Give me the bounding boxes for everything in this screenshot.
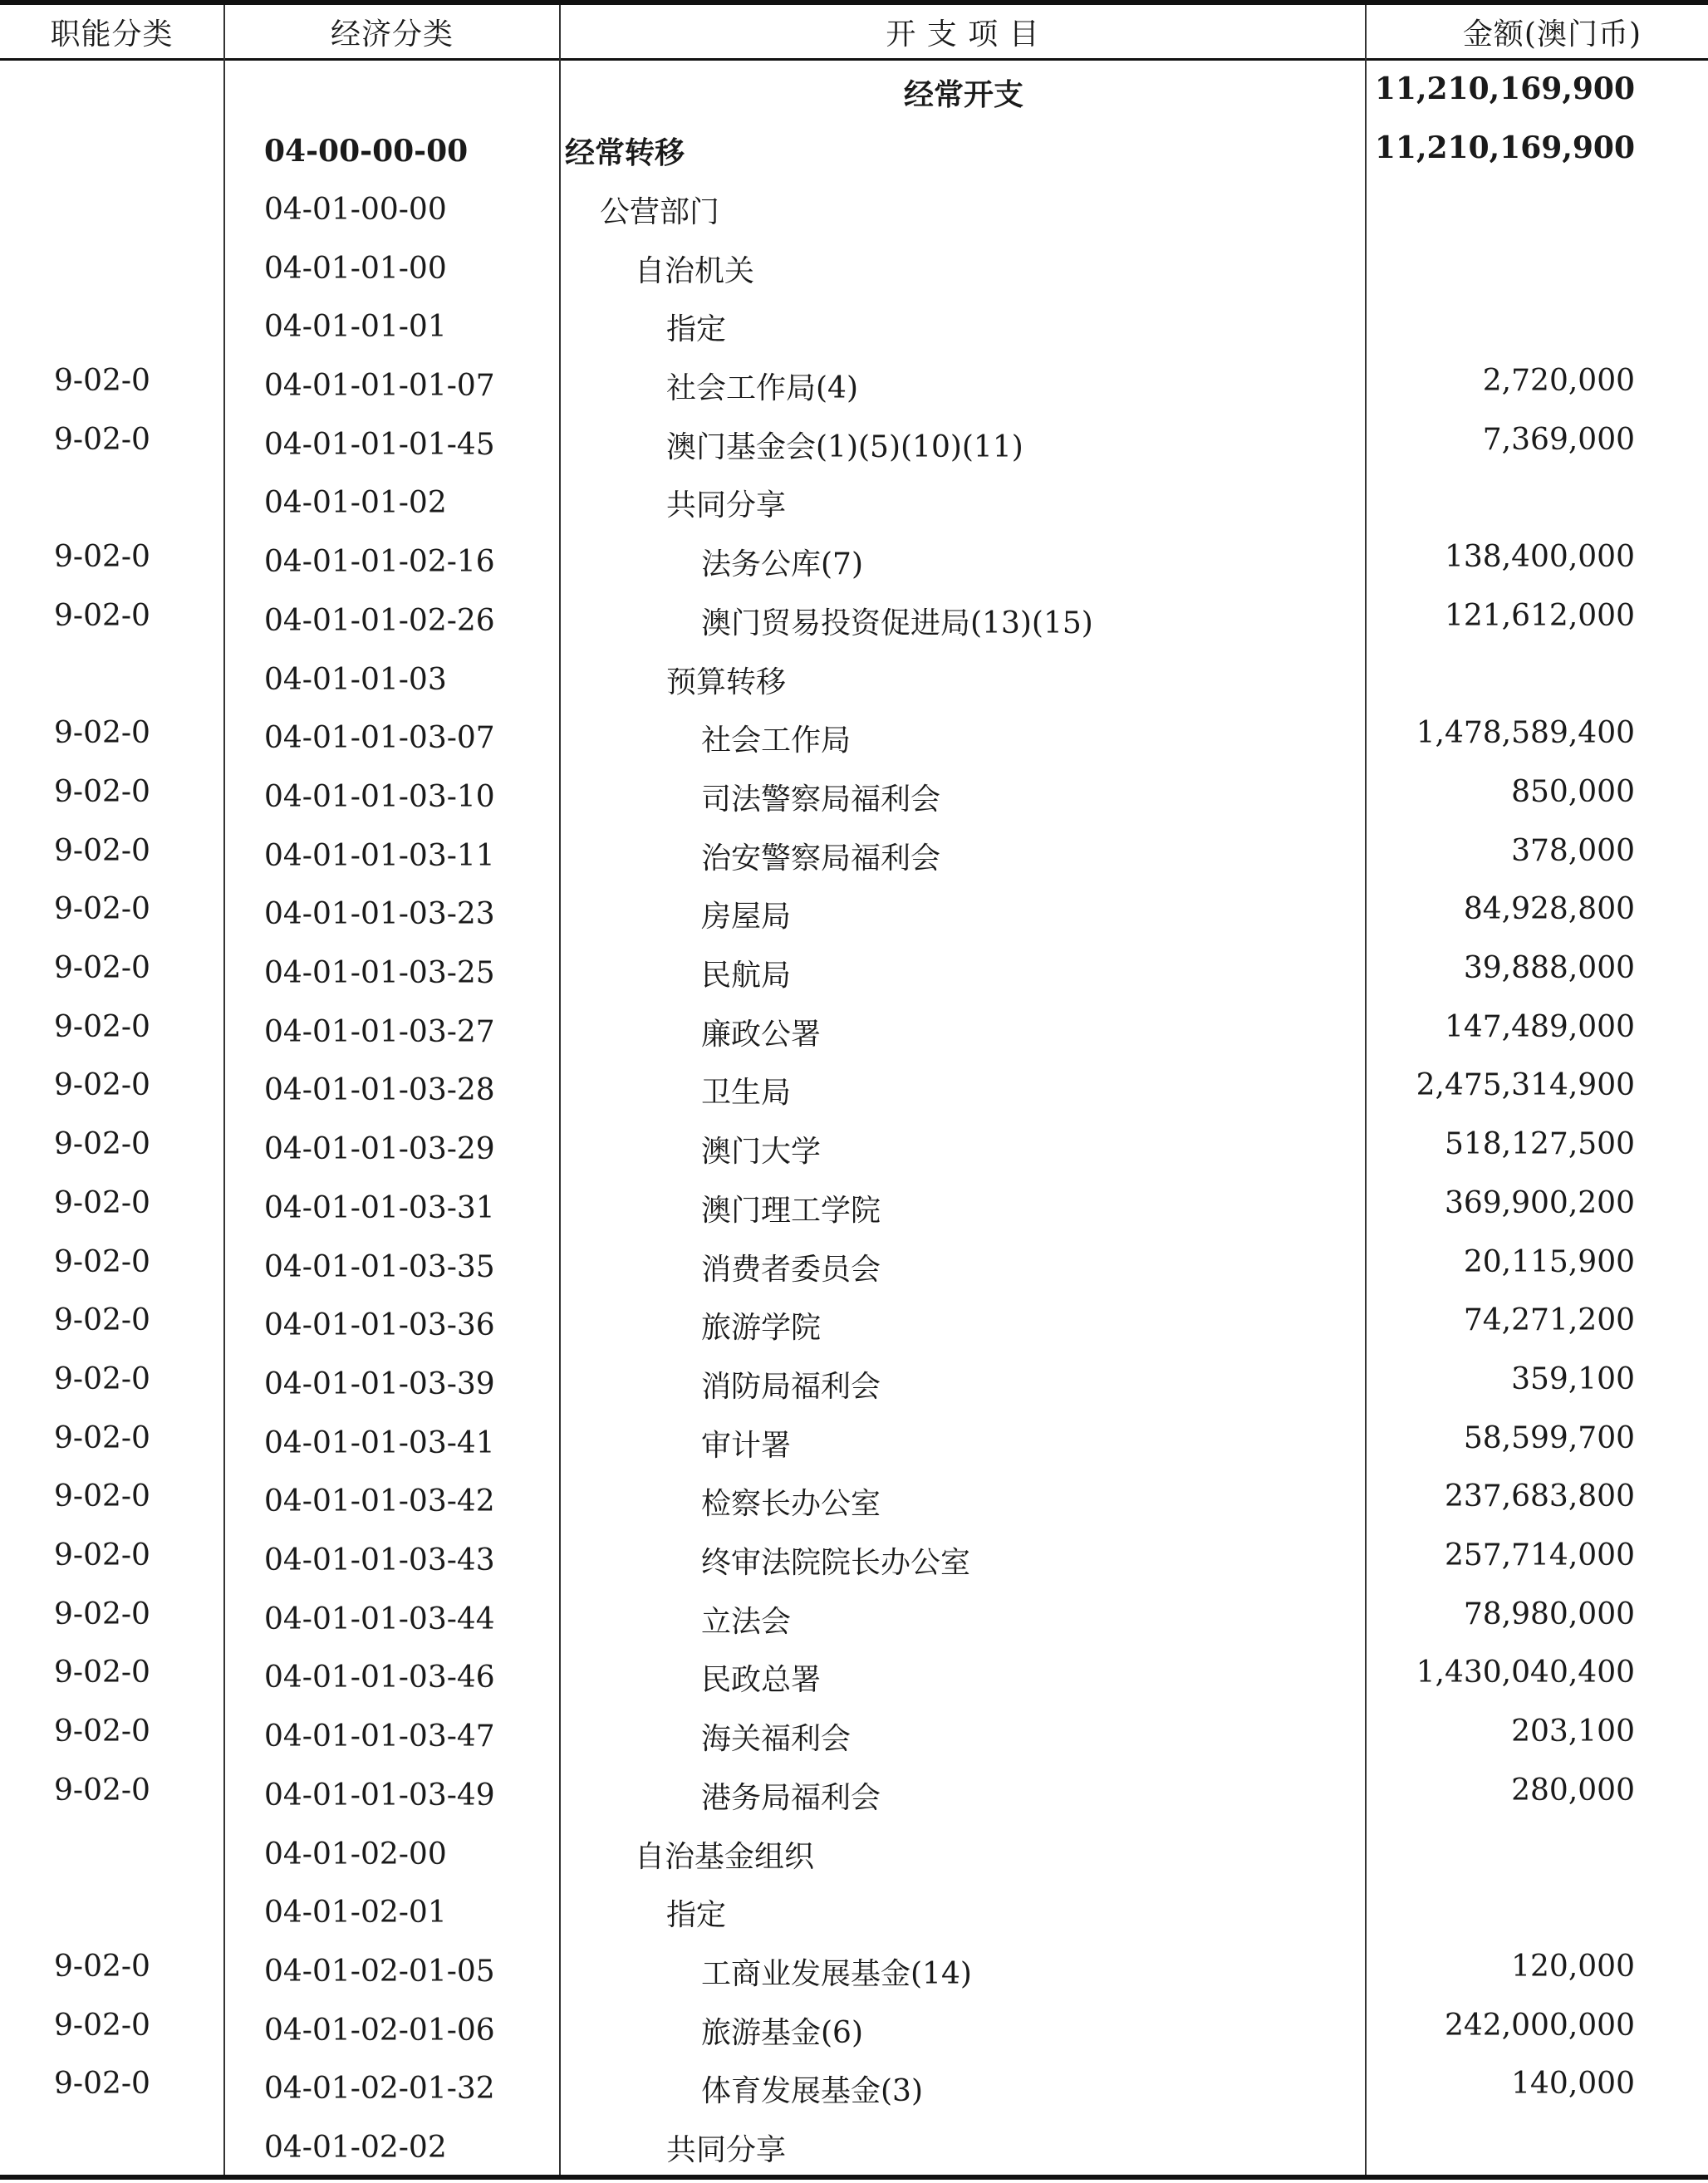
table-row [0, 122, 1708, 180]
economic-code: 04-01-01-03-46 [264, 1661, 495, 1695]
expense-item: 消防局福利会 [701, 1369, 881, 1404]
amount: 2,720,000 [1482, 364, 1635, 398]
expense-item: 法务公库(7) [701, 547, 863, 582]
economic-code: 04-01-01-03-47 [264, 1719, 495, 1754]
amount: 257,714,000 [1444, 1538, 1635, 1572]
functional-code: 9-02-0 [54, 1185, 150, 1220]
economic-code: 04-01-01-00 [264, 251, 447, 286]
functional-code [54, 2114, 220, 2172]
header-functional: 职能分类 [50, 17, 174, 52]
amount [1371, 175, 1635, 233]
economic-code: 04-01-01-02 [264, 486, 447, 521]
functional-code: 9-02-0 [54, 716, 150, 751]
expense-item: 自治机关 [635, 253, 755, 288]
functional-code: 9-02-0 [54, 1068, 150, 1103]
economic-code: 04-01-02-02 [264, 2131, 447, 2165]
table-row [0, 1121, 1708, 1179]
functional-code: 9-02-0 [54, 422, 150, 457]
functional-code [54, 1820, 220, 1878]
table-row [0, 1825, 1708, 1883]
economic-code: 04-01-01-03-43 [264, 1543, 495, 1577]
amount: 1,478,589,400 [1416, 716, 1635, 751]
expense-item: 公营部门 [600, 194, 720, 229]
table-row [0, 1003, 1708, 1061]
table-row [0, 1238, 1708, 1296]
functional-code: 9-02-0 [54, 1538, 150, 1572]
table-row [0, 298, 1708, 356]
expense-item: 澳门大学 [701, 1135, 822, 1170]
table-row [0, 533, 1708, 591]
functional-code: 9-02-0 [54, 1361, 150, 1396]
expense-item: 指定 [666, 312, 727, 347]
table-row [0, 768, 1708, 826]
amount [1371, 2114, 1635, 2172]
table-row [0, 650, 1708, 709]
functional-code: 9-02-0 [54, 1597, 150, 1631]
economic-code: 04-01-01-03-27 [264, 1014, 495, 1049]
economic-code: 04-01-01-03-29 [264, 1132, 495, 1167]
functional-code [54, 645, 220, 704]
expense-item: 终审法院院长办公室 [701, 1546, 971, 1580]
amount [1371, 1820, 1635, 1878]
table-row [0, 709, 1708, 768]
economic-code [264, 63, 547, 121]
economic-code: 04-01-01-01-45 [264, 427, 495, 462]
economic-code: 04-01-01-03-36 [264, 1308, 495, 1343]
table-row [0, 1297, 1708, 1355]
functional-code [54, 1879, 220, 1937]
economic-code: 04-01-00-00 [264, 192, 447, 227]
economic-code: 04-01-01-03 [264, 662, 447, 697]
functional-code: 9-02-0 [54, 540, 150, 575]
amount: 11,210,169,900 [1374, 130, 1635, 165]
expense-item: 旅游基金(6) [701, 2015, 863, 2050]
expense-item: 自治基金组织 [635, 1839, 815, 1874]
table-row [0, 1590, 1708, 1648]
header-economic: 经济分类 [330, 17, 454, 52]
expense-item: 经常转移 [565, 135, 685, 171]
table-row [0, 1532, 1708, 1590]
amount: 2,475,314,900 [1416, 1068, 1635, 1103]
table-row [0, 1355, 1708, 1413]
amount: 1,430,040,400 [1416, 1656, 1635, 1690]
amount: 74,271,200 [1463, 1303, 1635, 1338]
economic-code: 04-01-02-01-05 [264, 1954, 495, 1989]
amount: 203,100 [1511, 1715, 1635, 1749]
table-row [0, 2119, 1708, 2177]
expense-item: 澳门理工学院 [701, 1193, 881, 1228]
expense-item: 海关福利会 [701, 1722, 852, 1757]
economic-code: 04-01-01-03-11 [264, 838, 495, 873]
expense-item: 检察长办公室 [701, 1487, 881, 1522]
expense-item: 共同分享 [666, 2133, 787, 2167]
amount: 120,000 [1511, 1949, 1635, 1984]
table-row [0, 63, 1708, 121]
functional-code: 9-02-0 [54, 774, 150, 809]
header-item: 开 支 项 目 [886, 17, 1040, 52]
expense-item: 澳门贸易投资促进局(13)(15) [701, 606, 1093, 640]
table-row [0, 1179, 1708, 1237]
economic-code: 04-01-01-03-31 [264, 1190, 495, 1225]
economic-code: 04-01-01-02-26 [264, 603, 495, 638]
economic-code: 04-01-02-00 [264, 1837, 447, 1871]
amount: 359,100 [1511, 1361, 1635, 1396]
amount: 20,115,900 [1463, 1244, 1635, 1279]
functional-code: 9-02-0 [54, 1656, 150, 1690]
table-row [0, 1942, 1708, 2000]
expense-item: 共同分享 [666, 488, 787, 523]
table-row [0, 1649, 1708, 1707]
expense-item: 指定 [666, 1898, 727, 1933]
table-row [0, 239, 1708, 297]
functional-code [54, 58, 220, 116]
economic-code: 04-01-02-01 [264, 1896, 447, 1930]
amount [1371, 645, 1635, 704]
amount: 850,000 [1511, 774, 1635, 809]
table-row [0, 357, 1708, 415]
amount: 138,400,000 [1444, 540, 1635, 575]
table-row [0, 1766, 1708, 1824]
table-row [0, 2001, 1708, 2059]
functional-code: 9-02-0 [54, 1127, 150, 1162]
amount: 121,612,000 [1444, 598, 1635, 633]
expense-item: 预算转移 [666, 665, 787, 699]
economic-code: 04-01-01-03-49 [264, 1778, 495, 1813]
amount: 280,000 [1511, 1773, 1635, 1808]
expense-item: 经常开支 [903, 76, 1023, 112]
expense-item: 审计署 [701, 1428, 792, 1463]
economic-code: 04-01-01-03-25 [264, 956, 495, 990]
amount: 7,369,000 [1482, 422, 1635, 457]
table-row [0, 1884, 1708, 1942]
expense-item: 澳门基金会(1)(5)(10)(11) [666, 429, 1023, 464]
economic-code: 04-01-02-01-32 [264, 2072, 495, 2107]
economic-code: 04-00-00-00 [264, 133, 469, 169]
table-row [0, 474, 1708, 532]
economic-code: 04-01-02-01-06 [264, 2013, 495, 2048]
economic-code: 04-01-01-03-23 [264, 897, 495, 932]
amount: 147,489,000 [1444, 1009, 1635, 1044]
table-row [0, 180, 1708, 238]
functional-code [54, 469, 220, 527]
expense-item: 社会工作局 [701, 724, 852, 758]
expense-item: 立法会 [701, 1604, 792, 1639]
amount: 84,928,800 [1463, 892, 1635, 927]
functional-code: 9-02-0 [54, 1420, 150, 1455]
functional-code: 9-02-0 [54, 1303, 150, 1338]
functional-code: 9-02-0 [54, 2067, 150, 2102]
table-row [0, 944, 1708, 1003]
expense-item: 体育发展基金(3) [701, 2074, 923, 2109]
functional-code: 9-02-0 [54, 1479, 150, 1514]
economic-code: 04-01-01-01-07 [264, 369, 495, 403]
functional-code: 9-02-0 [54, 951, 150, 985]
expense-item: 社会工作局(4) [666, 371, 858, 405]
table-row [0, 1414, 1708, 1472]
table-row [0, 415, 1708, 473]
economic-code: 04-01-01-03-44 [264, 1602, 495, 1636]
economic-code: 04-01-01-01 [264, 310, 447, 345]
table-row [0, 2060, 1708, 2118]
functional-code: 9-02-0 [54, 364, 150, 398]
expense-item: 司法警察局福利会 [701, 782, 941, 817]
functional-code [54, 175, 220, 233]
functional-code [54, 293, 220, 351]
functional-code: 9-02-0 [54, 1244, 150, 1279]
economic-code: 04-01-01-03-28 [264, 1073, 495, 1108]
expense-item: 房屋局 [701, 900, 792, 935]
table-row [0, 885, 1708, 944]
functional-code: 9-02-0 [54, 598, 150, 633]
functional-code: 9-02-0 [54, 1949, 150, 1984]
economic-code: 04-01-01-03-07 [264, 721, 495, 756]
economic-code: 04-01-01-03-42 [264, 1484, 495, 1519]
expense-item: 旅游学院 [701, 1311, 822, 1346]
amount: 242,000,000 [1444, 2008, 1635, 2043]
economic-code: 04-01-01-02-16 [264, 545, 495, 580]
expense-item: 港务局福利会 [701, 1780, 881, 1815]
amount [1371, 234, 1635, 292]
functional-code: 9-02-0 [54, 1715, 150, 1749]
amount: 140,000 [1511, 2067, 1635, 2102]
table-row [0, 591, 1708, 650]
functional-code: 9-02-0 [54, 833, 150, 868]
header-amount: 金额(澳门币) [1462, 17, 1642, 52]
economic-code: 04-01-01-03-39 [264, 1366, 495, 1401]
functional-code: 9-02-0 [54, 1009, 150, 1044]
amount [1371, 1879, 1635, 1937]
economic-code: 04-01-01-03-10 [264, 779, 495, 814]
functional-code: 9-02-0 [54, 1773, 150, 1808]
expense-item: 工商业发展基金(14) [701, 1956, 972, 1991]
expense-item: 廉政公署 [701, 1017, 822, 1052]
table-row [0, 1708, 1708, 1766]
economic-code: 04-01-01-03-35 [264, 1249, 495, 1284]
amount: 518,127,500 [1444, 1127, 1635, 1162]
expense-item: 卫生局 [701, 1076, 792, 1111]
functional-code: 9-02-0 [54, 2008, 150, 2043]
economic-code: 04-01-01-03-41 [264, 1425, 495, 1460]
amount [1371, 469, 1635, 527]
table-row [0, 1062, 1708, 1120]
amount: 39,888,000 [1463, 951, 1635, 985]
amount: 378,000 [1511, 833, 1635, 868]
expense-item: 消费者委员会 [701, 1252, 881, 1287]
expense-item: 治安警察局福利会 [701, 841, 941, 876]
amount: 237,683,800 [1444, 1479, 1635, 1514]
table-row [0, 827, 1708, 885]
functional-code [54, 117, 220, 175]
amount: 58,599,700 [1463, 1420, 1635, 1455]
functional-code [54, 234, 220, 292]
amount: 78,980,000 [1463, 1597, 1635, 1631]
amount: 11,210,169,900 [1374, 71, 1635, 106]
functional-code: 9-02-0 [54, 892, 150, 927]
amount: 369,900,200 [1444, 1185, 1635, 1220]
expense-item: 民航局 [701, 959, 792, 993]
expense-item: 民政总署 [701, 1663, 822, 1698]
amount [1371, 293, 1635, 351]
table-row [0, 1473, 1708, 1531]
